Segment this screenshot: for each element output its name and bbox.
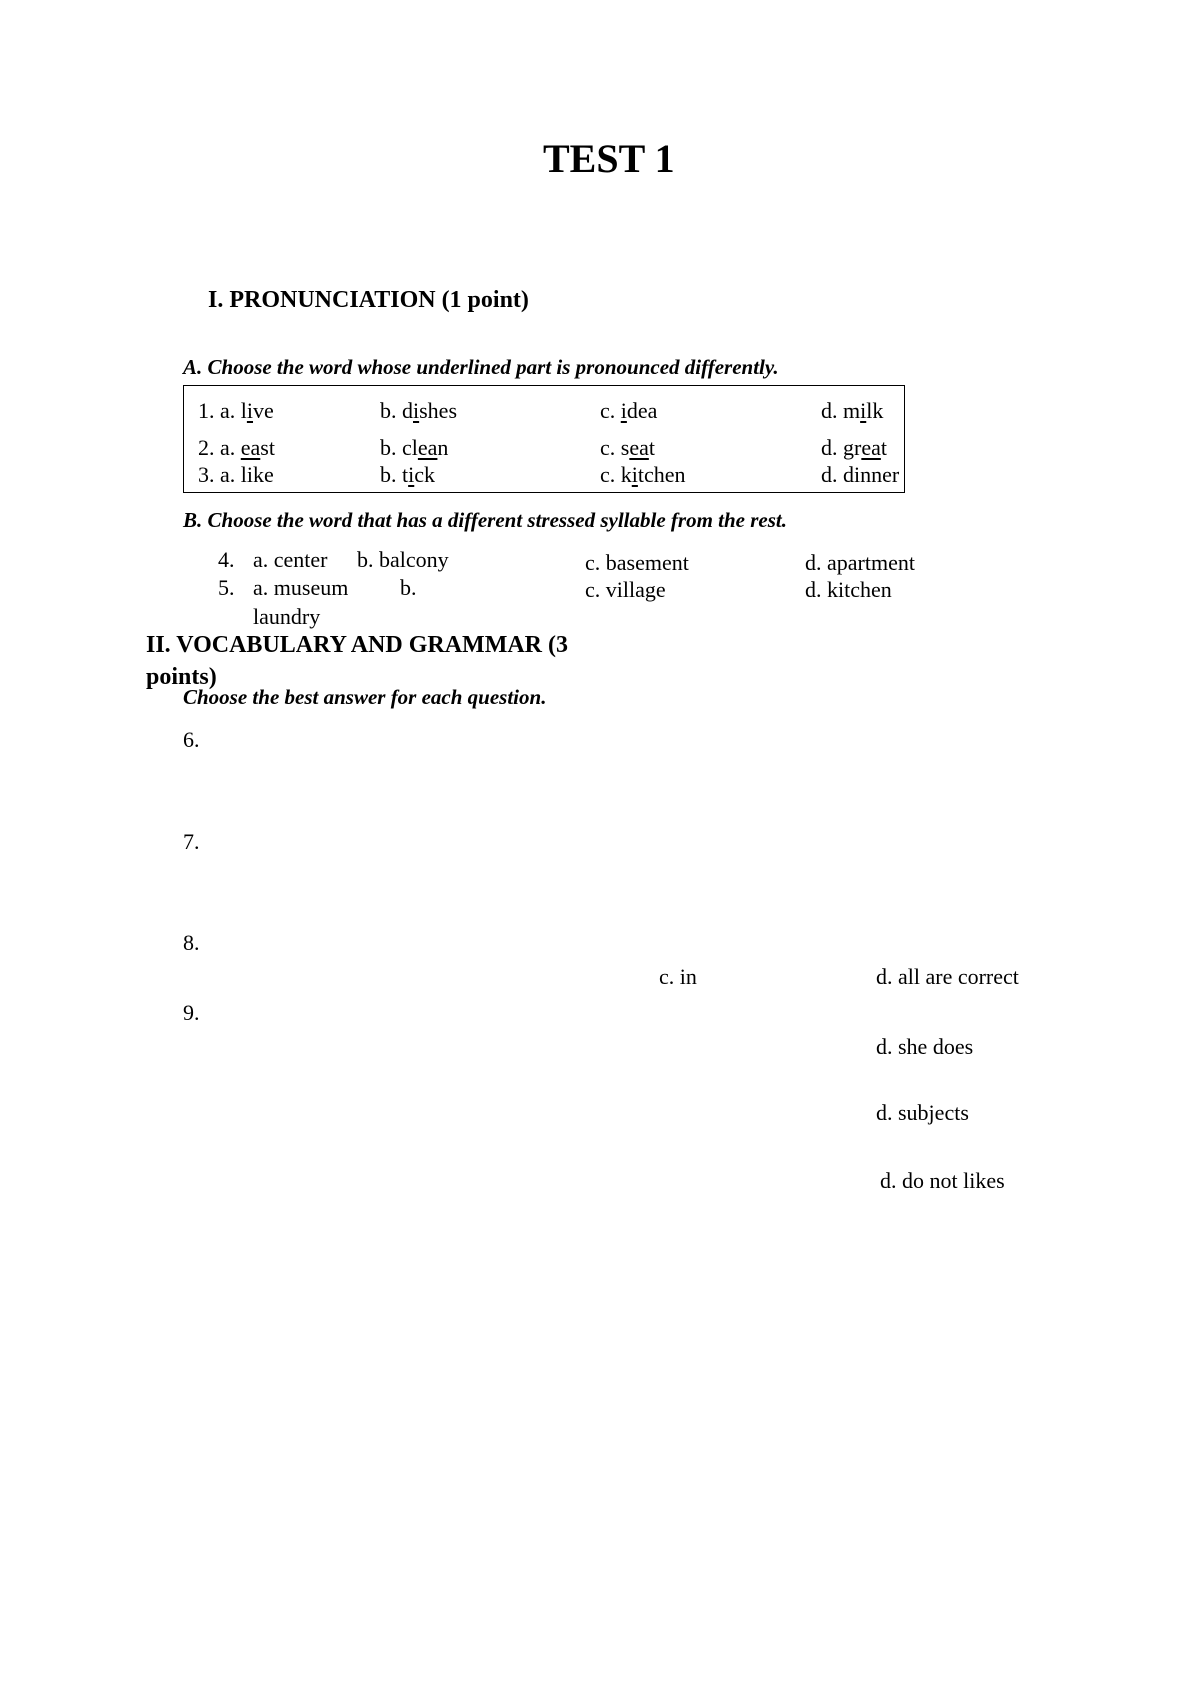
question-5-option-b-continued: laundry: [253, 604, 321, 629]
option-2d: d. great: [821, 435, 887, 460]
pronunciation-table: [183, 385, 905, 493]
section-heading-pronunciation: I. PRONUNCIATION (1 point): [208, 287, 529, 313]
question-5-number: 5.: [218, 575, 235, 600]
option-3b: b. tick: [380, 462, 436, 487]
option-3c: c. kitchen: [600, 462, 686, 487]
section-heading-vocabulary-line2: points): [146, 664, 217, 690]
question-6-number: 6.: [183, 727, 200, 752]
question-4-option-b: b. balcony: [357, 547, 449, 572]
option-3d: d. dinner: [821, 462, 900, 487]
question-4-option-d: d. apartment: [805, 550, 915, 575]
option-1b: b. dishes: [380, 398, 458, 423]
option-2b: b. clean: [380, 435, 449, 460]
question-9-option-d: d. she does: [876, 1034, 974, 1059]
question-5-option-d: d. kitchen: [805, 577, 892, 602]
option-2a: 2. a. east: [198, 435, 275, 460]
instruction-part-a: A. Choose the word whose underlined part is pronounced differently.: [183, 355, 779, 379]
question-8-number: 8.: [183, 930, 200, 955]
option-3a: 3. a. like: [198, 462, 274, 487]
question-11-option-d: d. do not likes: [880, 1168, 1005, 1193]
option-2c: c. seat: [600, 435, 655, 460]
question-4-option-c: c. basement: [585, 550, 689, 575]
question-7-number: 7.: [183, 829, 200, 854]
option-1a: 1. a. live: [198, 398, 274, 423]
instruction-part-b: B. Choose the word that has a different stressed syllable from the rest.: [183, 508, 787, 532]
option-1c: c. idea: [600, 398, 658, 423]
page-title: TEST 1: [543, 136, 675, 181]
question-5-option-b: b.: [400, 575, 417, 600]
question-4-number: 4.: [218, 547, 235, 572]
section-heading-vocabulary-line1: II. VOCABULARY AND GRAMMAR (3: [146, 632, 569, 658]
question-9-number: 9.: [183, 1000, 200, 1025]
option-1d: d. milk: [821, 398, 884, 423]
question-8-option-d: d. all are correct: [876, 964, 1019, 989]
question-8-option-c: c. in: [659, 964, 697, 989]
question-10-option-d: d. subjects: [876, 1100, 969, 1125]
question-5-option-a: a. museum: [253, 575, 349, 600]
instruction-section-2: Choose the best answer for each question.: [183, 685, 547, 709]
question-4-option-a: a. center: [253, 547, 328, 572]
question-5-option-c: c. village: [585, 577, 666, 602]
